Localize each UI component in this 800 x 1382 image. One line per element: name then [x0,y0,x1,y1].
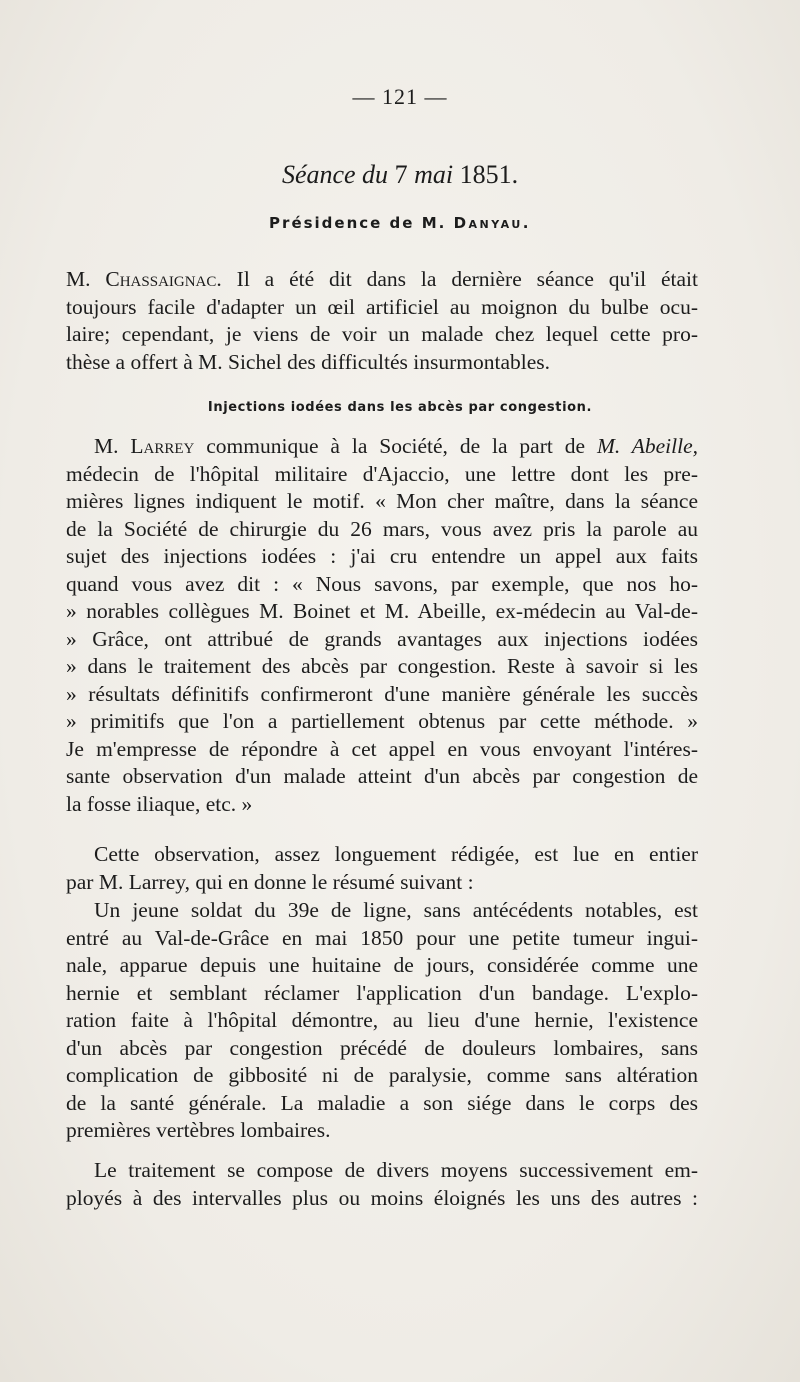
session-day: 7 [394,160,408,189]
text-line: de la Société de chirurgie du 26 mars, vous avez pris la parole au [66,516,698,541]
text-line: » norables collègues M. Boinet et M. Abeille, ex-médecin au Val-de- [66,599,698,623]
text-line: entré au Val-de-Grâce en mai 1850 pour une petite tumeur ingui- [66,925,698,950]
page-number: — 121 — [352,84,448,109]
text-line [66,433,698,461]
presidency-name: Danyau. [453,214,531,232]
text-line: sante observation d'un malade atteint d'un abcès par congestion de [66,764,698,788]
paragraph-larrey [66,433,698,818]
speaker-name: M. Larrey [94,434,195,458]
line-text: Cette observation, assez longuement rédigée, est lue en entier [94,842,698,866]
text-line: par M. Larrey, qui en donne le résumé suivant : [66,869,474,894]
line-text: Il a été dit dans la dernière séance qu'il était [236,267,699,291]
text-line: toujours facile d'adapter un œil artificiel au moignon du bulbe ocu- [66,294,698,319]
text-line [66,1157,698,1185]
section-heading: Injections iodées dans les abcès par congestion. [207,400,593,415]
line-text: Un jeune soldat du 39e de ligne, sans antécédents notables, est [94,898,698,922]
text-line: ployés à des intervalles plus ou moins éloignés les uns des autres : [66,1185,698,1210]
text-line: mières lignes indiquent le motif. « Mon cher maître, dans la séance [66,489,698,513]
presidency-prefix: Présidence de M. [269,214,447,232]
paragraph-chassaignac [66,266,698,376]
text-line: Je m'empresse de répondre à cet appel en vous envoyant l'intéres- [66,736,698,761]
text-line: » dans le traitement des abcès par congestion. Reste à savoir si les [66,654,698,678]
text-line [66,897,698,925]
paragraph-observation [66,841,698,896]
text-line: la fosse iliaque, etc. » [66,791,253,816]
line-text: communique à la Société, de la part de [206,434,586,458]
text-line: de la santé générale. La maladie a son siége dans le corps des [66,1090,698,1115]
text-line: médecin de l'hôpital militaire d'Ajaccio, une lettre dont les pre- [66,461,698,486]
paragraph-case [66,897,698,1145]
text-line: nale, apparue depuis une huitaine de jours, considérée comme une [66,953,698,977]
text-line: » primitifs que l'on a partiellement obtenus par cette méthode. » [66,709,698,733]
text-line [66,841,698,869]
text-line: » Grâce, ont attribué de grands avantages aux injections iodées [66,626,698,651]
session-prefix: Séance du [281,160,389,189]
session-month: mai [414,160,454,189]
text-line: hernie et semblant réclamer l'application d'un bandage. L'explo- [66,980,698,1005]
text-line: complication de gibbosité ni de paralysie, comme sans altération [66,1063,698,1087]
text-line [66,266,698,294]
text-line: thèse a offert à M. Sichel des difficultés insurmontables. [66,349,551,374]
line-text: Le traitement se compose de divers moyens successivement em- [94,1158,698,1182]
text-line: ration faite à l'hôpital démontre, au lieu d'une hernie, l'existence [66,1008,698,1032]
session-title [0,160,800,190]
text-line: quand vous avez dit : « Nous savons, par exemple, que nos ho- [66,571,698,596]
text-line: sujet des injections iodées : j'ai cru entendre un appel aux faits [66,544,698,568]
speaker-name: M. Chassaignac. [66,267,222,291]
text-line: premières vertèbres lombaires. [66,1118,331,1142]
presidency-line [0,214,800,232]
session-year: 1851. [459,160,519,189]
text-line: » résultats définitifs confirmeront d'une manière générale les succès [66,681,698,706]
paragraph-treatment [66,1157,698,1212]
doctor-name: M. Abeille, [596,434,699,458]
text-line: d'un abcès par congestion précédé de douleurs lombaires, sans [66,1035,698,1060]
text-line: laire; cependant, je viens de voir un malade chez lequel cette pro- [66,322,698,346]
